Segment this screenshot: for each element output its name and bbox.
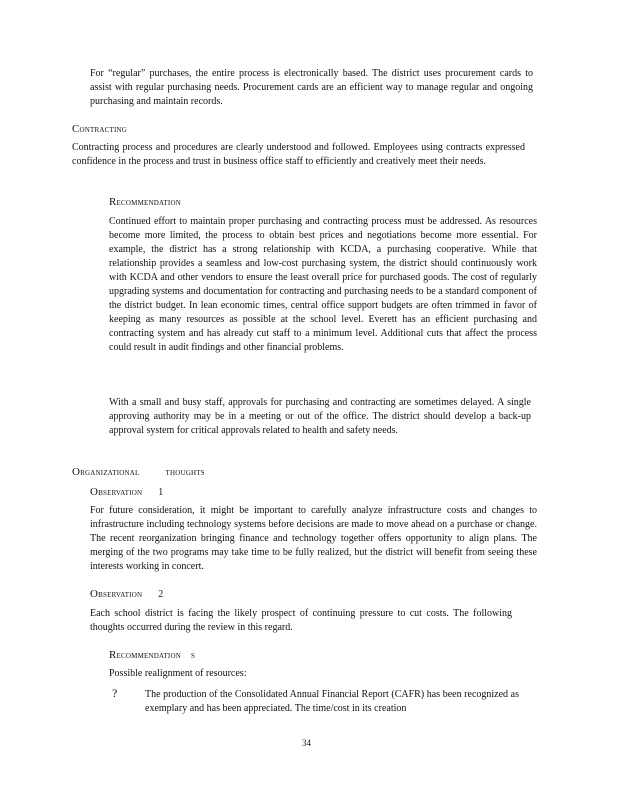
- heading-observation-2-number: 2: [158, 589, 164, 600]
- heading-recommendations-2-cap: R: [109, 649, 117, 661]
- heading-recommendation-1-cap: R: [109, 196, 117, 208]
- heading-recommendation-1-text: ECOMMENDATION: [116, 199, 181, 207]
- heading-contracting-text: ONTRACTING: [79, 126, 128, 134]
- heading-organizational-cap: O: [72, 466, 81, 478]
- heading-observation-1-text: BSERVATION: [98, 489, 143, 497]
- paragraph-observation-1: For future consideration, it might be important to carefully analyze infrastructure costs and changes to infrastructure including technology systems before decisions are made to move ahead on a purchase or change. The recent reorganization bringing finance and technology together offers opportunity to align plans. The merging of the two programs may take time to be fully realized, but the district will benefit from seeing these interests working in concert.: [90, 505, 537, 572]
- heading-contracting-cap: C: [72, 123, 80, 135]
- paragraph-contracting: Contracting process and procedures are clearly understood and followed. Employees using contracts expressed confidence in the process and trust in business office staff to efficiently and creatively meet their needs.: [72, 142, 525, 167]
- heading-recommendation-1: [109, 196, 181, 208]
- paragraph-observation-2: Each school district is facing the likely prospect of continuing pressure to cut costs. The following thoughts occurred during the review in this regard.: [90, 608, 512, 633]
- heading-observation-1: [90, 486, 163, 498]
- heading-observation-2-text: BSERVATION: [98, 591, 143, 599]
- bullet-marker-icon: ?: [112, 686, 118, 700]
- heading-thoughts-text: THOUGHTS: [165, 469, 205, 477]
- paragraph-regular-purchases: For “regular” purchases, the entire process is electronically based. The district uses procurement cards to assist with regular purchasing needs. Procurement cards are an efficient way to manage regular and ongoing purchasing and maintain records.: [90, 68, 533, 107]
- heading-recommendations-2: [109, 649, 195, 661]
- heading-recommendations-2-suffix: S: [190, 652, 196, 660]
- heading-contracting: [72, 123, 127, 135]
- list-item-cafr: The production of the Consolidated Annual Financial Report (CAFR) has been recognized as exemplary and has been appreciated. The time/cost in its creation: [145, 689, 519, 714]
- paragraph-recommendation-1b: With a small and busy staff, approvals for purchasing and contracting are sometimes delayed. A single approving authority may be in a meeting or out of the office. The district should develop a back-up approval system for critical approvals related to health and safety needs.: [109, 397, 531, 436]
- heading-organizational-text: RGANIZATIONAL: [80, 469, 140, 477]
- heading-recommendations-2-text: ECOMMENDATION: [116, 652, 181, 660]
- heading-observation-2-cap: O: [90, 588, 99, 600]
- heading-organizational-thoughts: [72, 466, 205, 478]
- page-number: 34: [302, 738, 311, 748]
- heading-observation-1-cap: O: [90, 486, 99, 498]
- paragraph-recommendation-1a: Continued effort to maintain proper purchasing and contracting process must be addressed. As resources become more limited, the process to obtain best prices and negotiations become more essential. For example, the district has a strong relationship with KCDA, a purchasing cooperative. While that relationship provides a seamless and low-cost purchasing system, the district should continuously work with KCDA and other vendors to ensure the least overall price for purchased goods. The cost of regularly upgrading systems and documentation for contracting and purchasing needs to be a standard component of the district budget. In lean economic times, central office support budgets are often trimmed in favor of keeping as many resources as possible at the school level. Everett has an efficient purchasing and contracting system and has already cut staff to a minimum level. Additional cuts that affect the process could result in audit findings and other financial problems.: [109, 216, 537, 353]
- heading-observation-1-number: 1: [158, 487, 164, 498]
- paragraph-possible-realignment: Possible realignment of resources:: [109, 668, 247, 679]
- heading-observation-2: [90, 588, 163, 600]
